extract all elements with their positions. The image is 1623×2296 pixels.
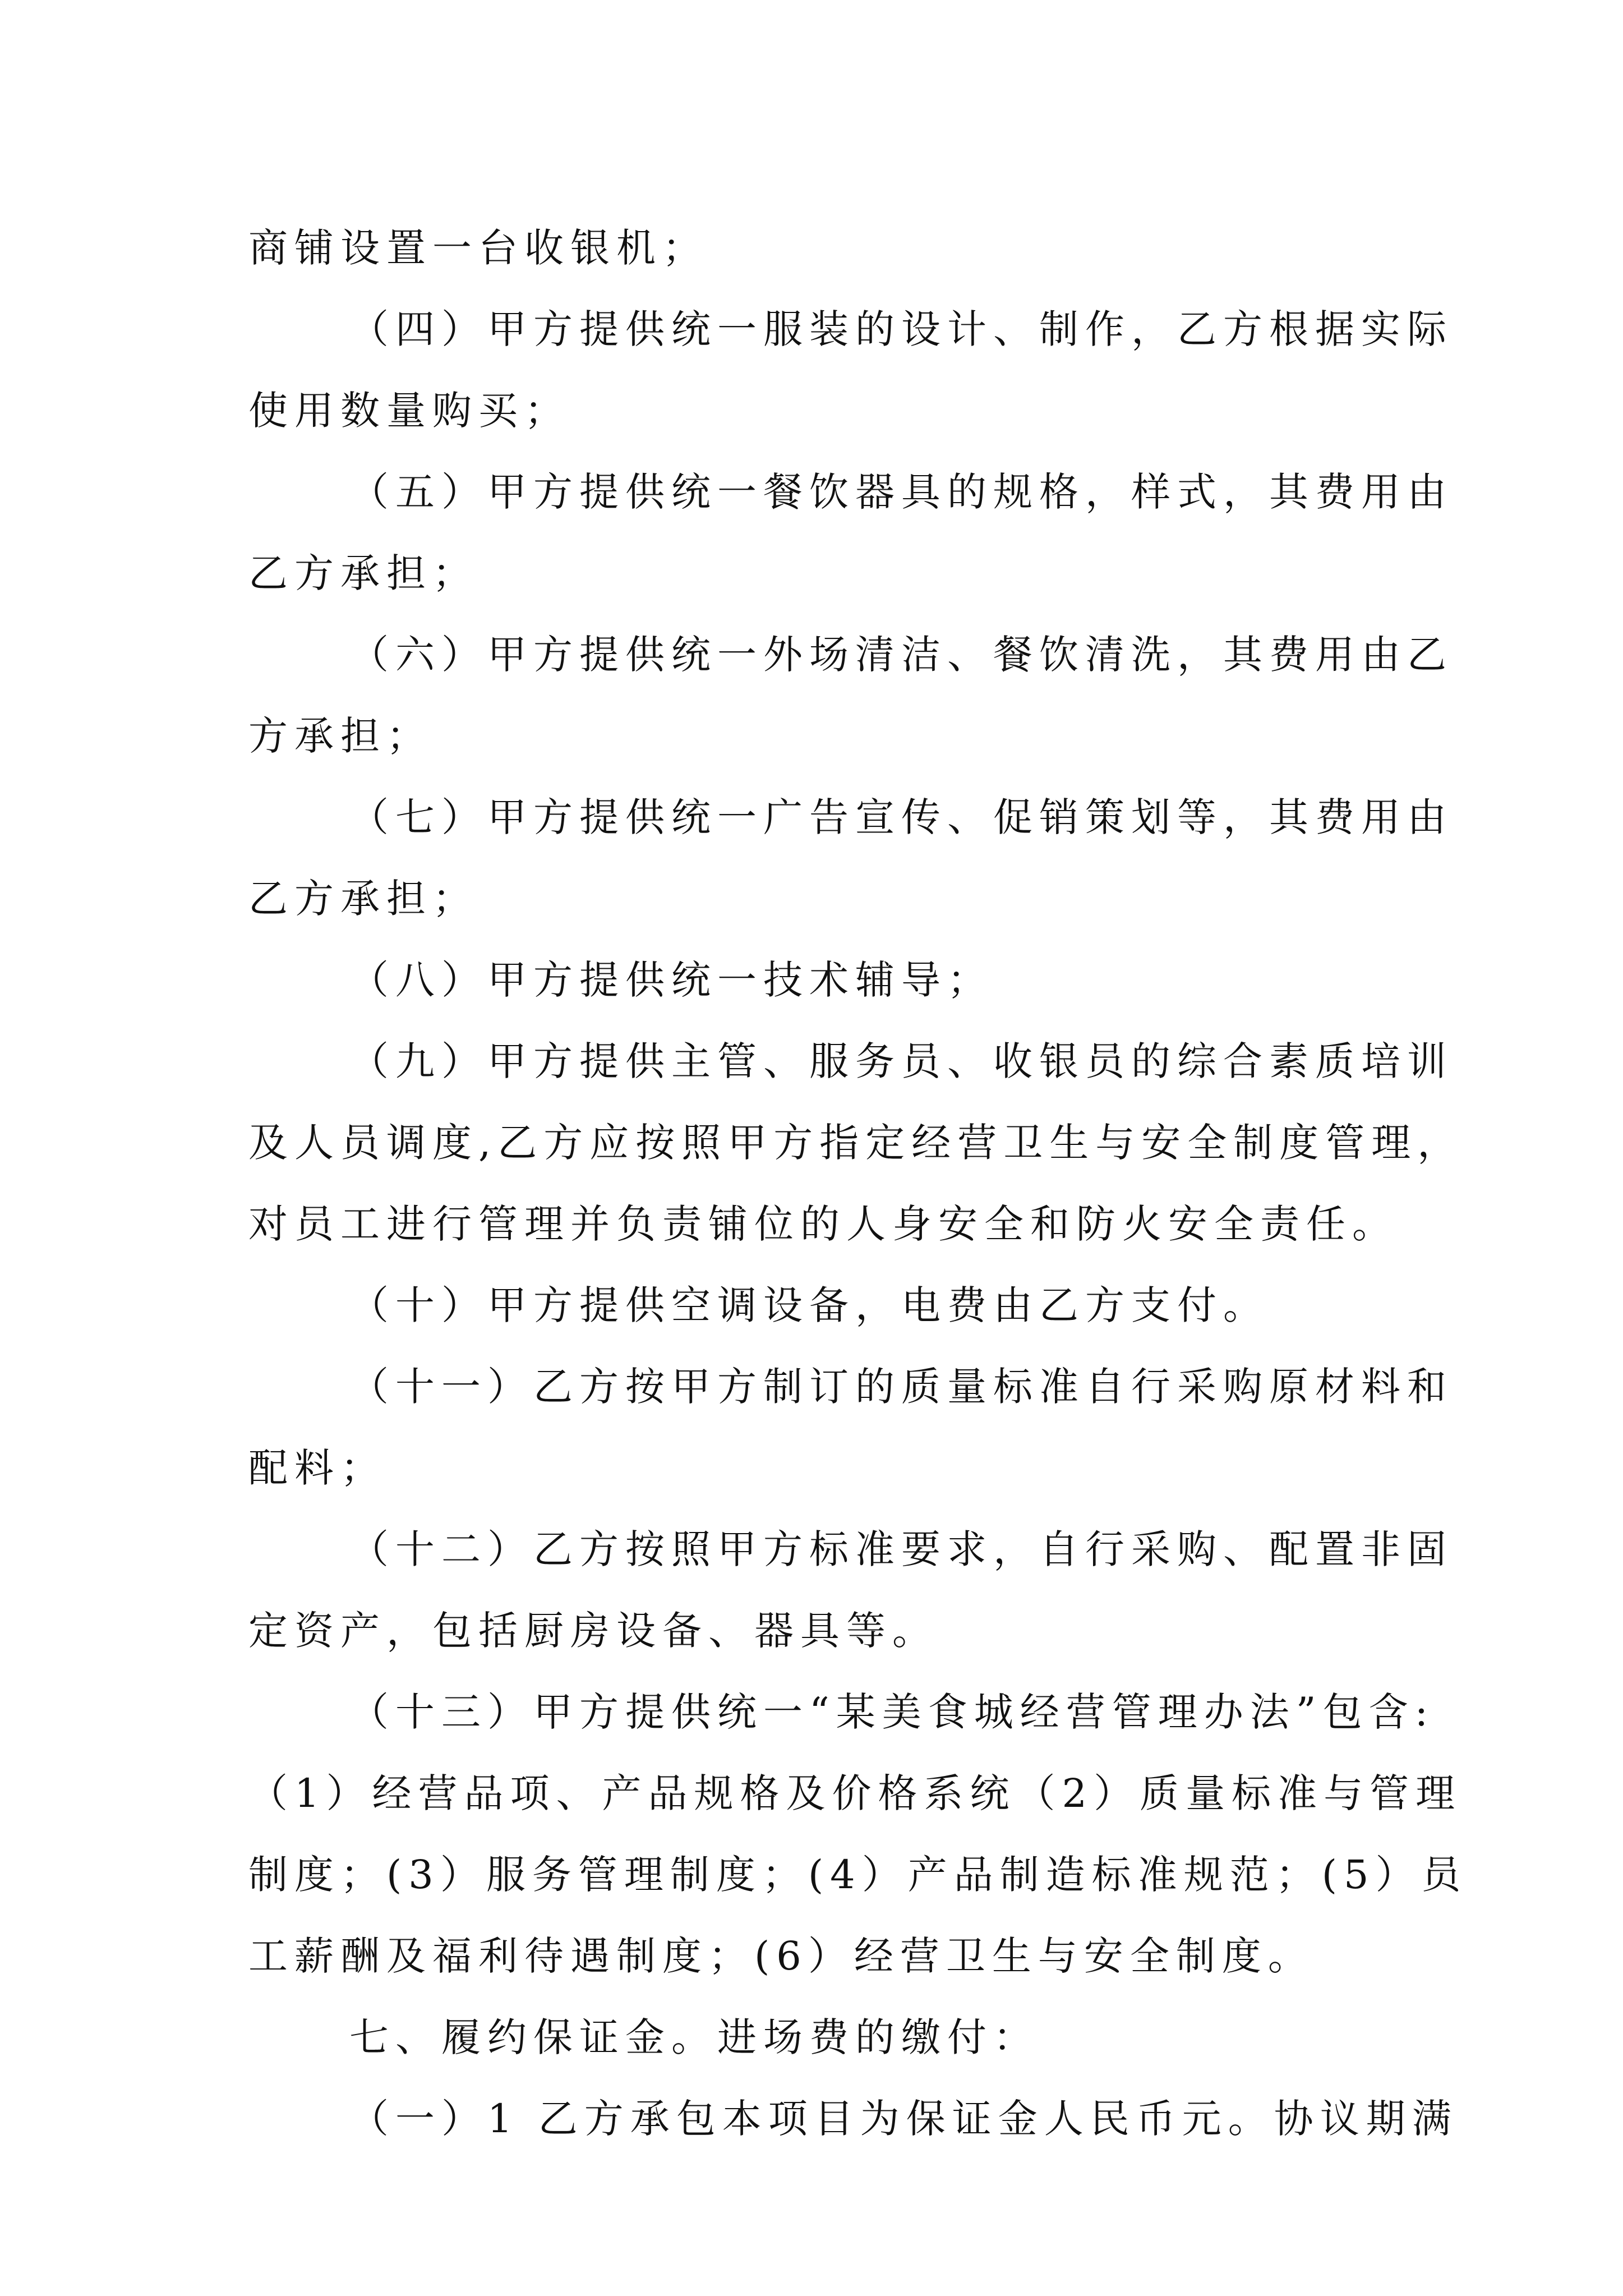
text-line: （十一）乙方按甲方制订的质量标准自行采购原材料和: [349, 1364, 1453, 1410]
text-line: 及人员调度,乙方应按照甲方指定经营卫生与安全制度管理，: [248, 1120, 1464, 1166]
text-line: 工薪酬及福利待遇制度；(6）经营卫生与安全制度。: [248, 1933, 1314, 1979]
text-line: （五）甲方提供统一餐饮器具的规格，样式，其费用由: [349, 469, 1453, 515]
text-line: （十二）乙方按照甲方标准要求，自行采购、配置非固: [349, 1526, 1453, 1572]
text-line: 乙方承担；: [248, 876, 478, 922]
text-line: （一）1 乙方承包本项目为保证金人民币元。协议期满: [349, 2096, 1458, 2142]
text-line: 使用数量购买；: [248, 388, 570, 434]
text-line: 配料；: [248, 1445, 386, 1491]
text-line: 商铺设置一台收银机；: [248, 225, 708, 271]
text-line: 对员工进行管理并负责铺位的人身安全和防火安全责任。: [248, 1201, 1398, 1247]
text-line: 乙方承担；: [248, 550, 478, 596]
text-line: （六）甲方提供统一外场清洁、餐饮清洗，其费用由乙: [349, 632, 1453, 678]
text-line: （九）甲方提供主管、服务员、收银员的综合素质培训: [349, 1038, 1453, 1084]
text-line: （八）甲方提供统一技术辅导；: [349, 957, 993, 1003]
text-line: （十三）甲方提供统一“某美食城经营管理办法”包含:: [349, 1689, 1435, 1735]
text-line: （七）甲方提供统一广告宣传、促销策划等，其费用由: [349, 794, 1453, 840]
text-line: 方承担；: [248, 713, 432, 759]
document-body: [248, 208, 1468, 2160]
text-line: 定资产，包括厨房设备、器具等。: [248, 1608, 938, 1654]
text-line: （四）甲方提供统一服装的设计、制作，乙方根据实际: [349, 306, 1453, 352]
text-line: （1）经营品项、产品规格及价格系统（2）质量标准与管理: [248, 1770, 1462, 1816]
text-line: （十）甲方提供空调设备，电费由乙方支付。: [349, 1282, 1269, 1328]
text-line: 七、履约保证金。进场费的缴付：: [349, 2014, 1039, 2060]
text-line: 制度；(3）服务管理制度；(4）产品制造标准规范；(5）员: [248, 1852, 1468, 1898]
